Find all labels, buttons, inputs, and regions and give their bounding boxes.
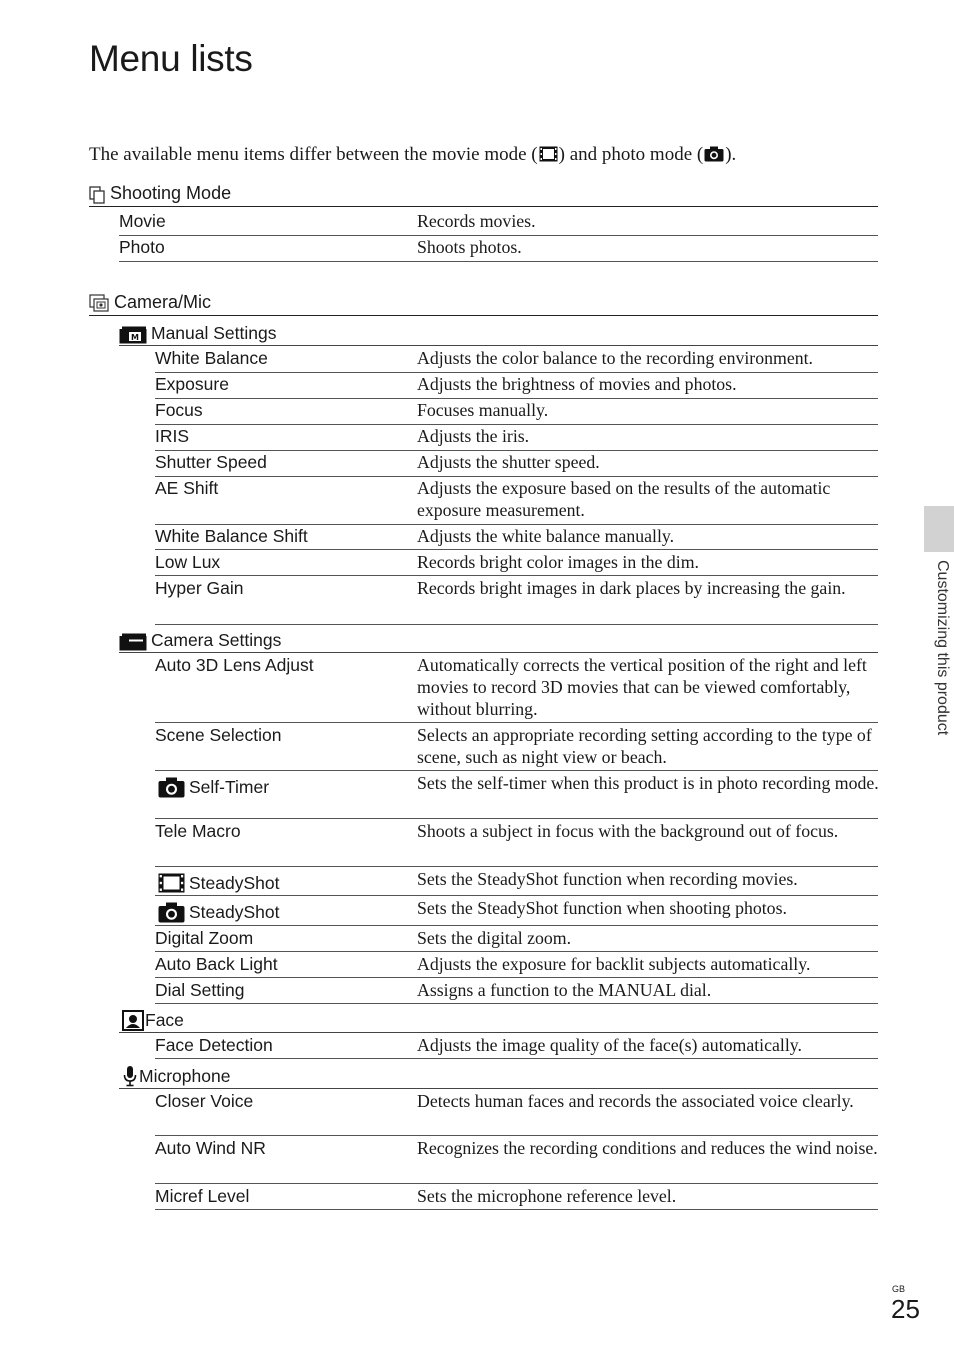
region-code: GB [892,1284,906,1294]
menu-item-desc: Adjusts the color balance to the recording environment. [417,348,814,368]
menu-item-desc: Automatically corrects the vertical position of the right and left movies to record 3D movies that can be viewed comfortably, without blurring. [417,655,867,719]
table-row [119,236,878,262]
face-icon [122,1010,144,1031]
menu-item-desc: Focuses manually. [417,400,549,420]
menu-item-desc: Adjusts the shutter speed. [417,452,600,472]
table-row [155,525,878,550]
table-row [155,820,878,867]
subsection-label: Microphone [139,1066,231,1086]
subsection-microphone [119,1065,878,1089]
manual-settings-icon [119,326,147,344]
table-row [119,210,878,236]
menu-item-name: Closer Voice [155,1091,254,1111]
menu-item-desc: Adjusts the brightness of movies and photos. [417,374,737,394]
menu-item-name: Face Detection [155,1035,273,1055]
menu-item-name: Shutter Speed [155,452,267,472]
subsection-label: Face [145,1010,184,1030]
menu-item-desc: Adjusts the iris. [417,426,530,446]
table-row [155,953,878,978]
menu-item-desc: Shoots photos. [417,237,522,257]
section-label: Shooting Mode [110,183,232,203]
table-row [155,1137,878,1184]
table-row [155,347,878,373]
menu-item-desc: Sets the digital zoom. [417,928,572,948]
table-row [155,551,878,576]
camera-settings-icon [119,633,147,651]
table-row [155,772,878,819]
menu-item-name: Hyper Gain [155,578,244,598]
table-row [155,399,878,425]
intro-text [89,144,736,166]
menu-item-desc: Shoots a subject in focus with the background out of focus. [417,821,839,841]
camera-mic-icon [89,294,110,313]
menu-item-name: White Balance Shift [155,526,308,546]
menu-item-name: Auto 3D Lens Adjust [155,655,314,675]
menu-item-name: Auto Back Light [155,954,278,974]
menu-item-name-with-icon [155,901,279,923]
table-row [155,477,878,525]
menu-item-desc: Recognizes the recording conditions and reduces the wind noise. [417,1138,878,1158]
camera-icon [158,777,185,798]
table-row [155,897,878,926]
menu-item-desc: Adjusts the white balance manually. [417,526,675,546]
menu-item-name: SteadyShot [189,873,280,893]
menu-item-name: Tele Macro [155,821,241,841]
svg-text:M: M [131,333,139,342]
section-label: Camera/Mic [114,292,212,312]
menu-item-name: Low Lux [155,552,221,572]
menu-item-desc: Detects human faces and records the associated voice clearly. [417,1091,854,1111]
section-camera-mic [89,291,878,316]
menu-item-desc: Records bright color images in the dim. [417,552,699,572]
shooting-mode-icon [89,186,106,204]
section-shooting-mode [89,182,878,207]
page-title: Menu lists [89,38,253,79]
menu-item-name: SteadyShot [189,902,280,922]
menu-item-name: Photo [119,237,165,257]
menu-item-name: Dial Setting [155,980,245,1000]
table-row [155,1034,878,1059]
camera-icon [704,146,724,162]
chapter-label: Customizing this product [934,560,951,736]
intro-text-middle: ) and photo mode ( [558,144,704,165]
menu-item-name: AE Shift [155,478,219,498]
table-row [155,373,878,399]
menu-item-name: IRIS [155,426,190,446]
menu-item-desc: Sets the microphone reference level. [417,1186,677,1206]
menu-item-name-with-icon [155,776,269,798]
menu-item-desc: Adjusts the image quality of the face(s) automatically. [417,1035,802,1055]
movie-film-icon [158,873,185,893]
table-row [155,425,878,451]
subsection-camera-settings [119,629,878,653]
menu-item-desc: Sets the SteadyShot function when recording movies. [417,869,798,889]
table-row [155,979,878,1004]
menu-item-name: Digital Zoom [155,928,254,948]
menu-item-desc: Records movies. [417,211,536,231]
menu-item-name: Movie [119,211,166,231]
menu-item-desc: Assigns a function to the MANUAL dial. [417,980,712,1000]
menu-item-name: Exposure [155,374,229,394]
intro-text-end: ). [725,144,737,165]
table-row [155,1090,878,1136]
menu-item-desc: Adjusts the exposure for backlit subjects automatically. [417,954,811,974]
movie-film-icon [539,146,558,162]
camera-icon [158,902,185,923]
microphone-icon [123,1065,137,1087]
subsection-label: Camera Settings [151,630,282,650]
table-row [155,1185,878,1210]
subsection-face [119,1009,878,1033]
subsection-manual-settings [119,322,878,346]
table-row [155,577,878,625]
menu-item-name: Micref Level [155,1186,250,1206]
intro-text-start: The available menu items differ between the movie mode ( [89,144,538,165]
menu-item-name: Scene Selection [155,725,282,745]
menu-item-name: Focus [155,400,203,420]
menu-item-name: White Balance [155,348,268,368]
menu-item-name-with-icon [155,872,279,894]
menu-item-name: Auto Wind NR [155,1138,266,1158]
subsection-label: Manual Settings [151,323,277,343]
menu-item-desc: Selects an appropriate recording setting according to the type of scene, such as night view or beach. [417,725,872,767]
table-row [155,724,878,771]
menu-item-desc: Adjusts the exposure based on the results of the automatic exposure measurement. [417,478,831,520]
page-number: 25 [891,1294,920,1324]
table-row [155,868,878,896]
chapter-tab-marker [924,506,954,552]
chapter-side-label [924,560,954,770]
table-row [155,654,878,723]
menu-item-name: Self-Timer [189,777,270,797]
menu-item-desc: Sets the self-timer when this product is in photo recording mode. [417,773,879,793]
menu-item-desc: Sets the SteadyShot function when shooting photos. [417,898,787,918]
table-row [155,451,878,477]
menu-item-desc: Records bright images in dark places by increasing the gain. [417,578,846,598]
table-row [155,927,878,952]
